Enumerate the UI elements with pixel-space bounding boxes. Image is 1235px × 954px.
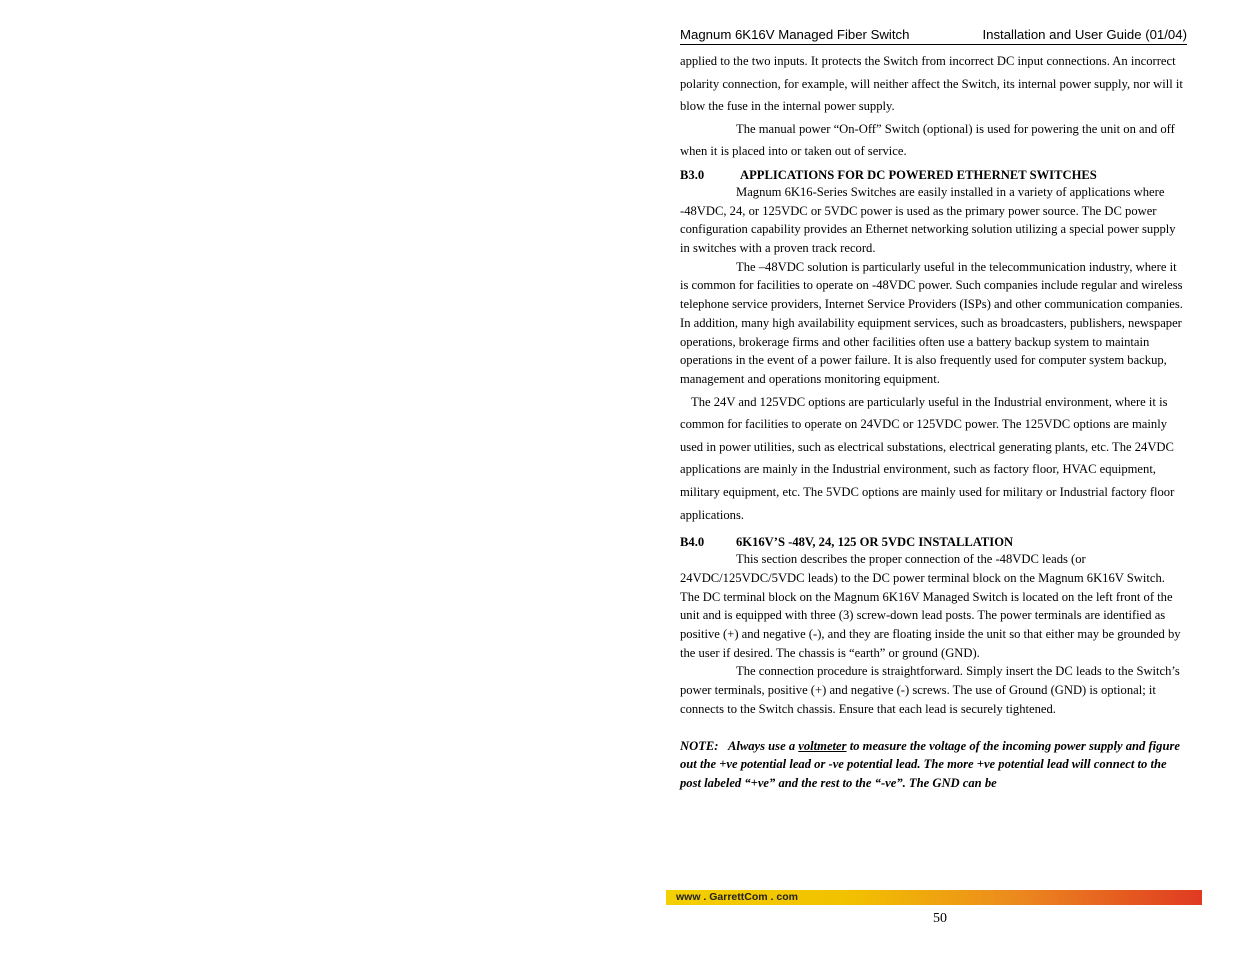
section-number: B3.0 [680,167,705,182]
section-heading-b4 [680,535,1187,550]
note-text-end: to measure the voltage of the incoming power supply and figure out the +ve potential lead or -ve potential lead. The more +ve potential lead will connect to the post labeled “+ve” and the rest to the “-ve”. The GND can be [680,738,1180,790]
section-title: 6K16V’S -48V, 24, 125 OR 5VDC INSTALLATION [736,535,1014,550]
note-keyword: voltmeter [798,738,847,753]
header-guide-title: Installation and User Guide (01/04) [982,27,1187,42]
section-b4-paragraph-1: This section describes the proper connection of the -48VDC leads (or 24VDC/125VDC/5VDC leads) to the DC power terminal block on the Magnum 6K16V Switch. The DC terminal block on the Magnum 6K16V Managed Switch is located on the left front of the unit and is equipped with three (3) screw-down lead posts. The power terminals are identified as positive (+) and negative (-), and they are floating inside the unit so that either may be grounded by the user if desired. The chassis is “earth” or ground (GND). [680,552,1181,660]
section-title: APPLICATIONS FOR DC POWERED ETHERNET SWITCHES [740,167,1097,182]
page-number: 50 [933,911,947,926]
section-b3-paragraph-2: The –48VDC solution is particularly useful in the telecommunication industry, where it is common for facilities to operate on -48VDC power. Such companies include regular and wireless telephone service providers, Internet Service Providers (ISPs) and other communication companies. In addition, many high availability equipment services, such as broadcasters, publishers, newspaper operations, brokerage firms and other facilities often use a battery backup system to maintain operations in the event of a power failure. It is also frequently used for computer system backup, management and operations monitoring equipment. [680,259,1183,386]
footer-website-link[interactable]: www . GarrettCom . com [676,891,798,903]
section-b3-paragraph-3: The 24V and 125VDC options are particularly useful in the Industrial environment, where it is common for facilities to operate on 24VDC or 125VDC power. The 125VDC options are mainly used in power utilities, such as electrical substations, electrical generating plants, etc. The 24VDC applications are mainly in the Industrial environment, such as factory floor, HVAC equipment, military equipment, etc. The 5VDC options are mainly used for military or Industrial factory floor applications. [680,394,1175,522]
header-product-title: Magnum 6K16V Managed Fiber Switch [680,27,910,42]
power-switch-paragraph: The manual power “On-Off” Switch (optional) is used for powering the unit on and off when it is placed into or taken out of service. [680,121,1175,159]
section-b3-paragraph-1: Magnum 6K16-Series Switches are easily installed in a variety of applications where -48VDC, 24, or 125VDC or 5VDC power is used as the primary power source. The DC power configuration capability provides an Ethernet networking solution utilizing a special power supply in switches with a proven track record. [680,184,1176,256]
intro-paragraph: applied to the two inputs. It protects the Switch from incorrect DC input connections. An incorrect polarity connection, for example, will neither affect the Switch, its internal power supply, nor will it blow the fuse in the internal power supply. [680,54,1183,114]
note-label: NOTE: [680,738,719,753]
page-content [680,50,1187,793]
section-b4-paragraph-2: The connection procedure is straightforward. Simply insert the DC leads to the Switch’s power terminals, positive (+) and negative (-) screws. The use of Ground (GND) is optional; it connects to the Switch chassis. Ensure that each lead is securely tightened. [680,664,1180,716]
note-text-start: Always use a [727,738,796,753]
section-heading-b3 [680,168,1187,183]
page-header [680,27,1187,45]
note-paragraph [680,737,1187,793]
section-number: B4.0 [680,535,705,550]
